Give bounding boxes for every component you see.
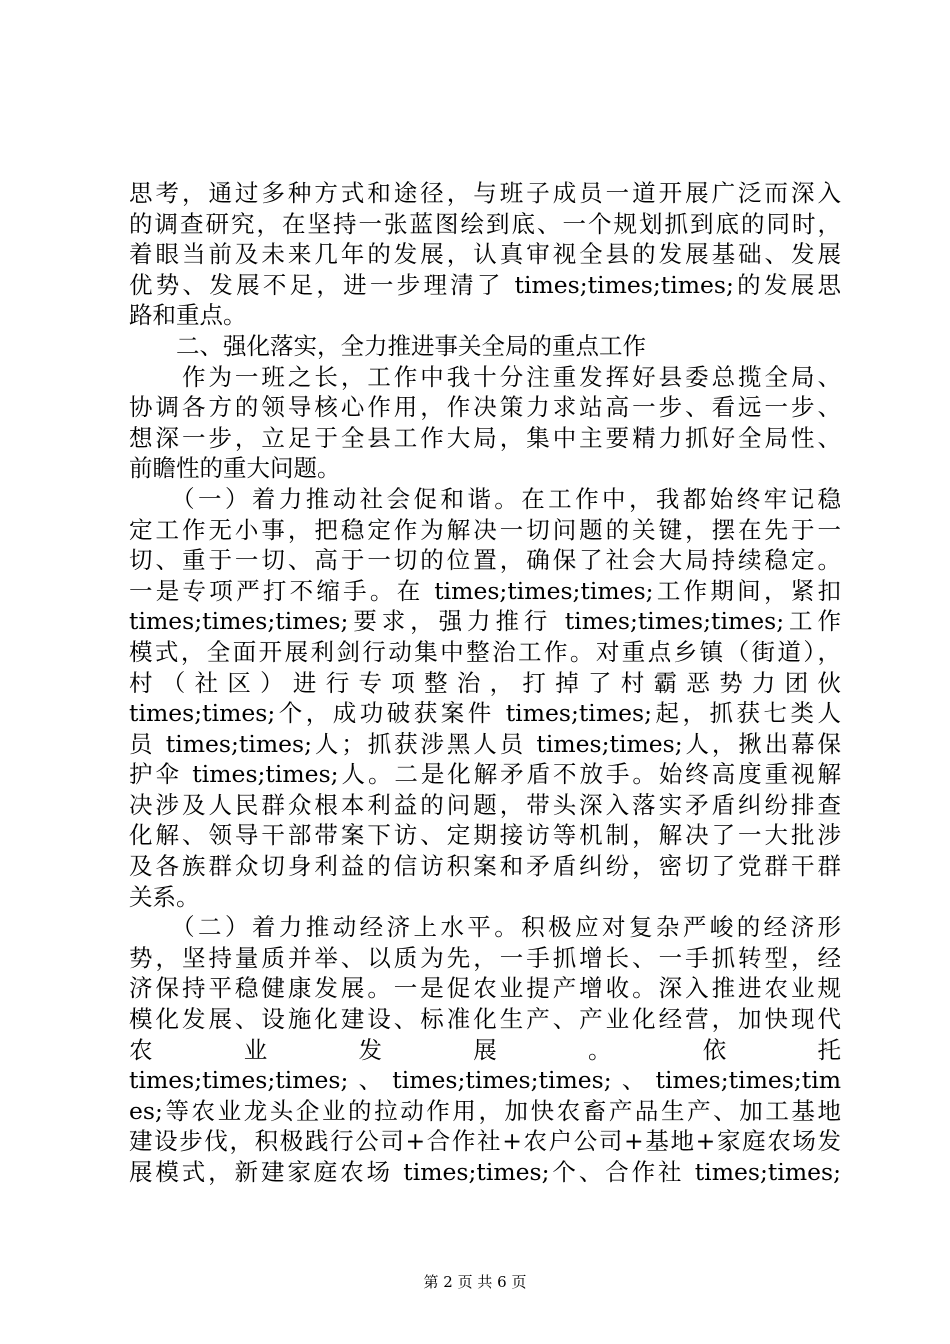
text-line: 的调查研究，在坚持一张蓝图绘到底、一个规划抓到底的同时，: [129, 209, 841, 238]
text-line: 农 业 发 展 。 依 托: [129, 1035, 841, 1064]
text-line: times;times;times;要求，强力推行 times;times;times;工作: [129, 607, 841, 636]
text-line: 二、强化落实，全力推进事关全局的重点工作: [129, 331, 646, 360]
text-line: 展模式，新建家庭农场 times;times;个、合作社 times;times;: [129, 1158, 841, 1186]
text-line: 村 （ 社 区 ） 进 行 专 项 整 治 ， 打 掉 了 村 霸 恶 势 力 团 伙: [129, 668, 841, 697]
text-line: times;times;times;、times;times;times;、times;times;tim: [129, 1066, 841, 1095]
text-line: 协调各方的领导核心作用，作决策力求站高一步、看远一步、: [129, 393, 841, 422]
text-line: 一是专项严打不缩手。在 times;times;times;工作期间，紧扣: [129, 576, 841, 605]
text-line: 势，坚持量质并举、以质为先，一手抓增长、一手抓转型，经: [129, 943, 841, 972]
text-line: times;times;个，成功破获案件 times;times;起，抓获七类人: [129, 699, 841, 728]
text-line: （二）着力推动经济上水平。积极应对复杂严峻的经济形: [129, 913, 841, 942]
text-line: es;等农业龙头企业的拉动作用，加快农畜产品生产、加工基地: [129, 1096, 841, 1125]
text-line: 及各族群众切身利益的信访积案和矛盾纠纷，密切了党群干群: [129, 852, 841, 881]
text-line: 着眼当前及未来几年的发展，认真审视全县的发展基础、发展: [129, 240, 841, 269]
text-line: 化解、领导干部带案下访、定期接访等机制，解决了一大批涉: [129, 821, 841, 850]
text-line: 思考，通过多种方式和途径，与班子成员一道开展广泛而深入: [129, 179, 841, 207]
page-footer: 第 2 页 共 6 页: [423, 1273, 527, 1291]
text-line: 前瞻性的重大问题。: [129, 454, 341, 483]
text-line: 关系。: [129, 882, 200, 911]
text-line: 模化发展、设施化建设、标准化生产、产业化经营，加快现代: [129, 1005, 841, 1034]
body-text: [129, 178, 841, 1188]
text-line: 员 times;times;人；抓获涉黑人员 times;times;人，揪出幕保: [129, 729, 841, 758]
text-line: 济保持平稳健康发展。一是促农业提产增收。深入推进农业规: [129, 974, 841, 1003]
text-line: 定工作无小事，把稳定作为解决一切问题的关键，摆在先于一: [129, 515, 841, 544]
text-line: 路和重点。: [129, 301, 247, 330]
text-line: 作为一班之长，工作中我十分注重发挥好县委总揽全局、: [129, 362, 841, 391]
text-line: 切、重于一切、高于一切的位置，确保了社会大局持续稳定。: [129, 546, 841, 575]
text-line: 优势、发展不足，进一步理清了 times;times;times;的发展思: [129, 270, 841, 299]
text-line: 决涉及人民群众根本利益的问题，带头深入落实矛盾纠纷排查: [129, 790, 841, 819]
text-line: 护伞 times;times;人。二是化解矛盾不放手。始终高度重视解: [129, 760, 841, 789]
text-line: （一）着力推动社会促和谐。在工作中，我都始终牢记稳: [129, 484, 841, 513]
text-line: 建设步伐，积极践行公司+合作社+农户公司+基地+家庭农场发: [129, 1127, 841, 1156]
text-line: 想深一步，立足于全县工作大局，集中主要精力抓好全局性、: [129, 423, 841, 452]
text-line: 模式，全面开展利剑行动集中整治工作。对重点乡镇（街道），: [129, 637, 841, 666]
